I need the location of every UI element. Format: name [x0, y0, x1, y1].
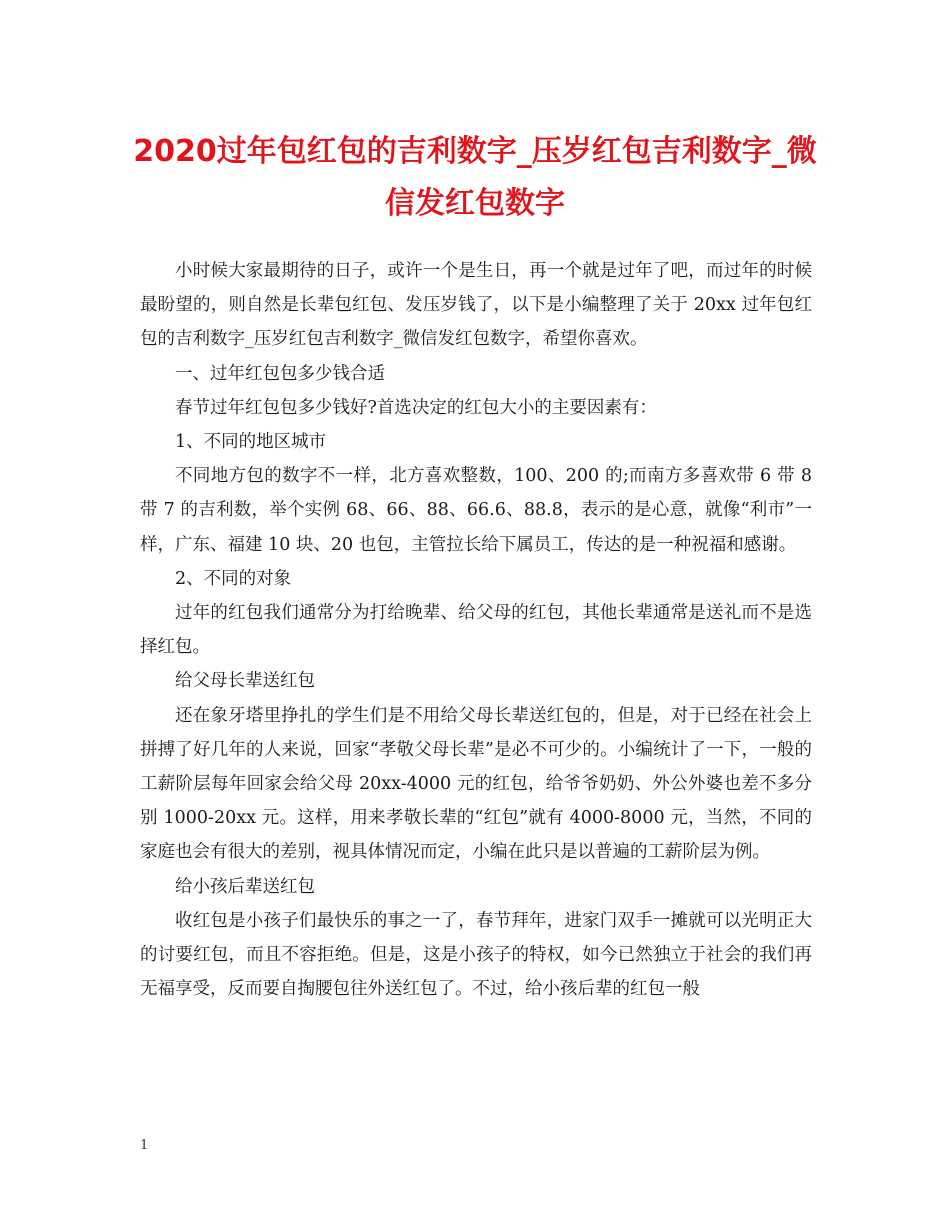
document-title: 2020过年包红包的吉利数字_压岁红包吉利数字_微信发红包数字 — [133, 134, 817, 221]
subheading-targets: 2、不同的对象 — [175, 568, 292, 589]
subheading-regions: 1、不同的地区城市 — [175, 432, 327, 453]
subheading-children: 给小孩后辈送红包 — [175, 876, 315, 897]
paragraph: 还在象牙塔里挣扎的学生们是不用给父母长辈送红包的，但是，对于已经在社会上拼搏了好几年的人来说，回家“孝敬父母长辈”是必不可少的。小编统计了一下，一般的工薪阶层每年回家会给父母 20xx-4000 元的红包，给爷爷奶奶、外公外婆也差不多分别 1000-20xx 元。这样，用来孝敬长辈的“红包”就有 4000-8000 元，当然，不同的家庭也会有很大的差别，视具体情况而定，小编在此只是以普遍的工薪阶层为例。 — [140, 705, 812, 863]
paragraph: 春节过年红包包多少钱好?首选决定的红包大小的主要因素有： — [175, 397, 657, 418]
heading-section-1: 一、过年红包包多少钱合适 — [175, 363, 385, 384]
paragraph: 收红包是小孩子们最快乐的事之一了，春节拜年，进家门双手一摊就可以光明正大的讨要红包，而且不容拒绝。但是，这是小孩子的特权，如今已然独立于社会的我们再无福享受，反而要自掏腰包往外送红包了。不过，给小孩后辈的红包一般 — [140, 910, 812, 1000]
document-body — [140, 254, 812, 1006]
paragraph: 过年的红包我们通常分为打给晚辈、给父母的红包，其他长辈通常是送礼而不是选择红包。 — [140, 603, 812, 658]
subheading-parents: 给父母长辈送红包 — [175, 671, 315, 692]
paragraph-intro: 小时候大家最期待的日子，或许一个是生日，再一个就是过年了吧，而过年的时候最盼望的，则自然是长辈包红包、发压岁钱了，以下是小编整理了关于 20xx 过年包红包的吉利数字_压岁红包吉利数字_微信发红包数字，希望你喜欢。 — [140, 261, 812, 350]
page-number: 1 — [140, 1138, 149, 1153]
paragraph: 不同地方包的数字不一样，北方喜欢整数，100、200 的;而南方多喜欢带 6 带 8 带 7 的吉利数，举个实例 68、66、88、66.6、88.8，表示的是心意，就像“利市”一样，广东、福建 10 块、20 也包，主管拉长给下属员工，传达的是一种祝福和感谢。 — [140, 466, 812, 555]
